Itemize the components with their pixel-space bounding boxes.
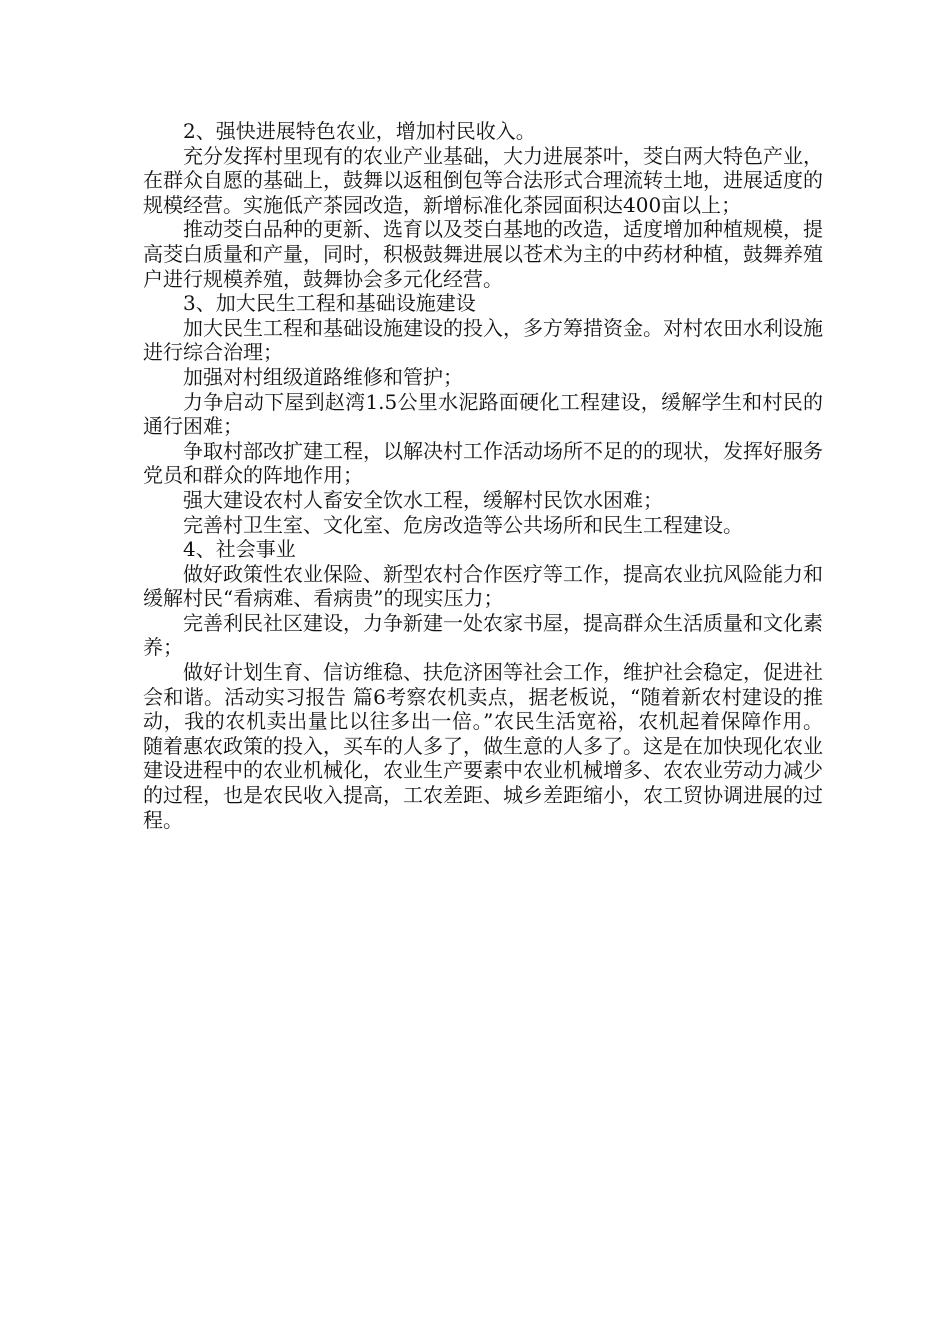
- paragraph: 做好计划生育、信访维稳、扶危济困等社会工作，维护社会稳定，促进社会和谐。活动实习报告 篇6考察农机卖点，据老板说，“随着新农村建设的推动，我的农机卖出量比以往多出一倍。”农民生活宽裕，农机起着保障作用。随着惠农政策的投入，买车的人多了，做生意的人多了。这是在加快现化农业建设进程中的农业机械化，农业生产要素中农业机械增多、农农业劳动力减少的过程，也是农民收入提高，工农差距、城乡差距缩小，农工贸协调进展的过程。: [143, 660, 823, 832]
- paragraph: 完善村卫生室、文化室、危房改造等公共场所和民生工程建设。: [183, 512, 743, 537]
- paragraph: 力争启动下屋到赵湾1.5公里水泥路面硬化工程建设，缓解学生和村民的通行困难；: [143, 389, 823, 439]
- paragraph: 争取村部改扩建工程，以解决村工作活动场所不足的的现状，发挥好服务党员和群众的阵地作用；: [143, 438, 823, 488]
- paragraph: 加强对村组级道路维修和管护；: [183, 364, 463, 389]
- paragraph: 加大民生工程和基础设施建设的投入，多方筹措资金。对村农田水利设施进行综合治理；: [143, 315, 823, 365]
- document-body: [143, 119, 823, 832]
- section-heading-3: 3、加大民生工程和基础设施建设: [183, 291, 476, 316]
- paragraph: 充分发挥村里现有的农业产业基础，大力进展茶叶，茭白两大特色产业，在群众自愿的基础上，鼓舞以返租倒包等合法形式合理流转土地，进展适度的规模经营。实施低产茶园改造，新增标准化茶园面积达400亩以上；: [143, 143, 823, 217]
- paragraph: 推动茭白品种的更新、选育以及茭白基地的改造，适度增加种植规模，提高茭白质量和产量，同时，积极鼓舞进展以苍术为主的中药材种植，鼓舞养殖户进行规模养殖，鼓舞协会多元化经营。: [143, 217, 823, 291]
- paragraph: 强大建设农村人畜安全饮水工程，缓解村民饮水困难；: [183, 487, 663, 512]
- section-heading-2: 2、强快进展特色农业，增加村民收入。: [183, 119, 536, 143]
- section-heading-4: 4、社会事业: [183, 537, 296, 562]
- paragraph: 做好政策性农业保险、新型农村合作医疗等工作，提高农业抗风险能力和缓解村民“看病难、看病贵”的现实压力；: [143, 561, 823, 611]
- paragraph: 完善利民社区建设，力争新建一处农家书屋，提高群众生活质量和文化素养；: [143, 610, 823, 660]
